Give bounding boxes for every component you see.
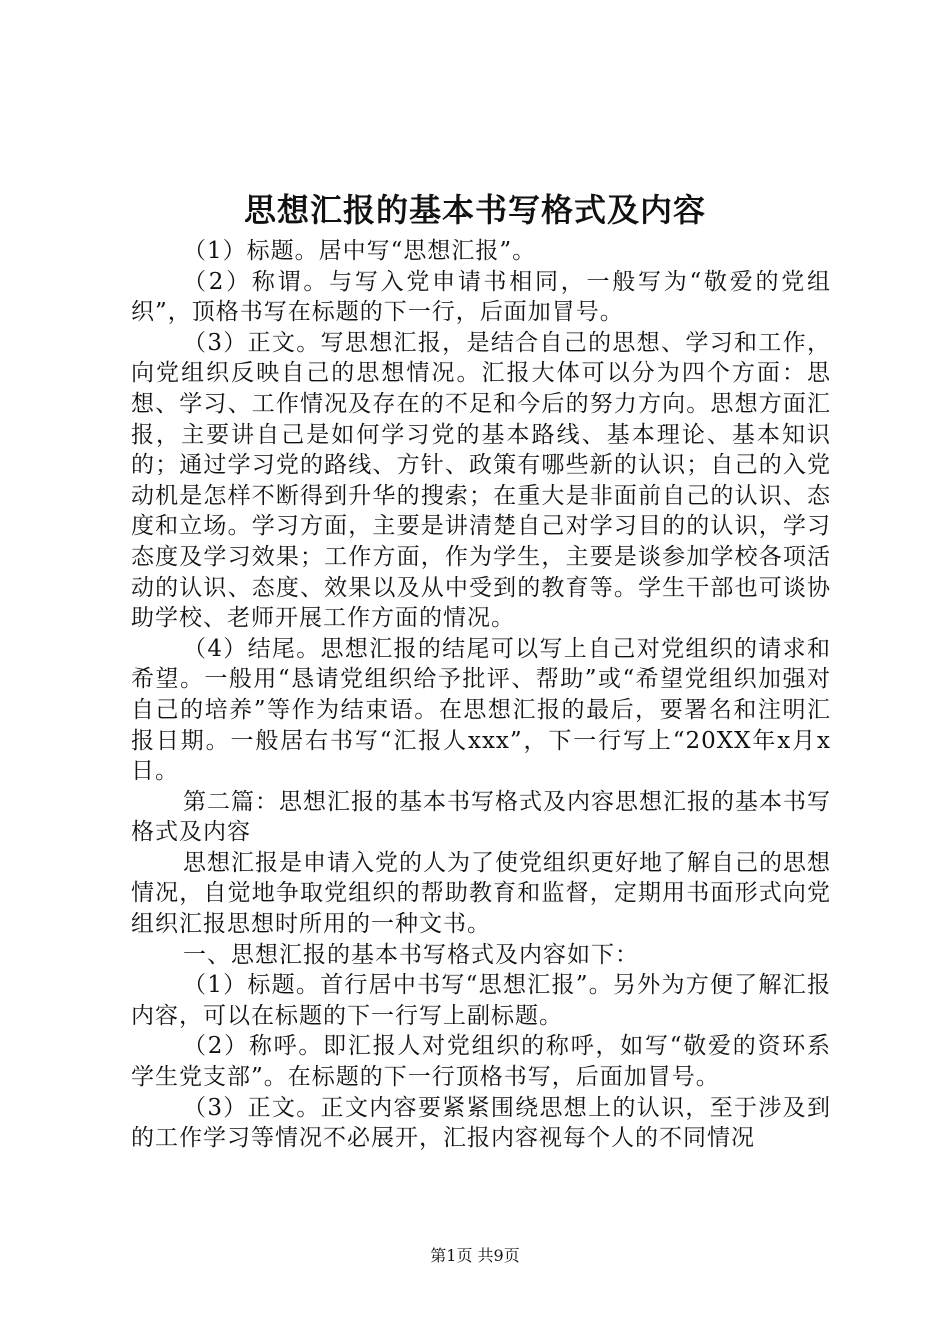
paragraph: （3）正文。正文内容要紧紧围绕思想上的认识，至于涉及到的工作学习等情况不必展开，汇报内容视每个人的不同情况 bbox=[131, 1094, 831, 1152]
document-body bbox=[131, 236, 831, 1154]
paragraph: （1）标题。居中写“思想汇报”。 bbox=[183, 238, 537, 264]
document-title: 思想汇报的基本书写格式及内容 bbox=[243, 191, 706, 229]
paragraph: （1）标题。首行居中书写“思想汇报”。另外为方便了解汇报内容，可以在标题的下一行写上副标题。 bbox=[131, 972, 831, 1029]
paragraph: 思想汇报是申请入党的人为了使党组织更好地了解自己的思想情况，自觉地争取党组织的帮助教育和监督，定期用书面形式向党组织汇报思想时所用的一种文书。 bbox=[131, 849, 831, 938]
paragraph: 一、思想汇报的基本书写格式及内容如下： bbox=[183, 941, 639, 968]
page-number-footer: 第1页 共9页 bbox=[430, 1246, 520, 1265]
paragraph: 第二篇：思想汇报的基本书写格式及内容思想汇报的基本书写格式及内容 bbox=[131, 788, 831, 846]
paragraph: （2）称呼。即汇报人对党组织的称呼，如写“敬爱的资环系学生党支部”。在标题的下一行顶格书写，后面加冒号。 bbox=[131, 1033, 831, 1091]
paragraph: （3）正文。写思想汇报，是结合自己的思想、学习和工作，向党组织反映自己的思想情况。汇报大体可以分为四个方面：思想、学习、工作情况及存在的不足和今后的努力方向。思想方面汇报，主要讲自己是如何学习党的基本路线、基本理论、基本知识的；通过学习党的路线、方针、政策有哪些新的认识；自己的入党动机是怎样不断得到升华的搜索；在重大是非面前自己的认识、态度和立场。学习方面，主要是讲清楚自己对学习目的的认识，学习态度及学习效果；工作方面，作为学生，主要是谈参加学校各项活动的认识、态度、效果以及从中受到的教育等。学生干部也可谈协助学校、老师开展工作方面的情况。 bbox=[131, 329, 831, 632]
paragraph: （2）称谓。与写入党申请书相同，一般写为“敬爱的党组织”，顶格书写在标题的下一行，后面加冒号。 bbox=[131, 268, 831, 326]
paragraph: （4）结尾。思想汇报的结尾可以写上自己对党组织的请求和希望。一般用“恳请党组织给予批评、帮助”或“希望党组织加强对自己的培养”等作为结束语。在思想汇报的最后，要署名和注明汇报日期。一般居右书写“汇报人xxx”，下一行写上“20XX年x月x日。 bbox=[131, 635, 831, 785]
